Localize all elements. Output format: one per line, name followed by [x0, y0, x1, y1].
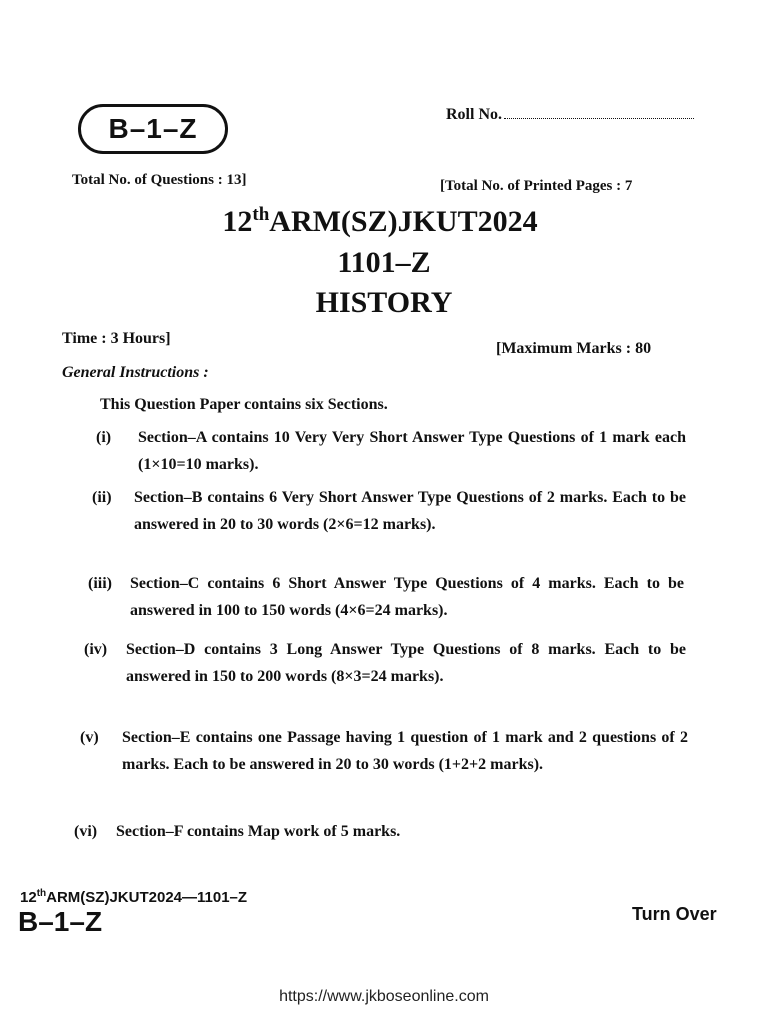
maximum-marks: [Maximum Marks : 80 [496, 340, 652, 357]
paper-set-badge [78, 104, 228, 154]
instruction-text: Section–A contains 10 Very Very Short Answer Type Questions of 1 mark each (1×10=10 marks). [138, 429, 686, 473]
instruction-number: (iii) [88, 575, 112, 592]
instruction-text: Section–F contains Map work of 5 marks. [116, 823, 401, 840]
instruction-text: Section–D contains 3 Long Answer Type Questions of 8 marks. Each to be answered in 150 to 200 words (8×3=24 marks). [126, 641, 686, 685]
exam-code-prefix: 12 [222, 205, 253, 238]
instruction-text: Section–E contains one Passage having 1 question of 1 mark and 2 questions of 2 marks. Each to be answered in 20 to 30 words (1+2+2 marks). [122, 729, 688, 773]
total-questions: Total No. of Questions : 13] [72, 172, 247, 188]
exam-code-title [0, 204, 764, 239]
roll-number-line [504, 118, 694, 119]
general-instructions-heading: General Instructions : [62, 364, 209, 381]
footer-code-rest: ARM(SZ)JKUT2024—1101–Z [46, 889, 248, 906]
instruction-number: (ii) [92, 489, 112, 506]
total-printed-pages: [Total No. of Printed Pages : 7 [440, 178, 633, 194]
instruction-number: (iv) [84, 641, 108, 658]
instructions-intro: This Question Paper contains six Sections. [100, 396, 388, 413]
instruction-number: (v) [80, 729, 99, 746]
instruction-text: Section–C contains 6 Short Answer Type Questions of 4 marks. Each to be answered in 100 to 150 words (4×6=24 marks). [130, 575, 684, 619]
roll-number-field [446, 106, 694, 124]
footer-paper-set: B–1–Z [18, 906, 103, 937]
turn-over-label: Turn Over [632, 904, 717, 924]
instruction-number: (i) [96, 429, 112, 446]
footer-code-sup: th [36, 888, 47, 899]
subject-title: HISTORY [315, 286, 453, 319]
footer-code-prefix: 12 [20, 889, 37, 906]
paper-code: 1101–Z [337, 246, 431, 279]
roll-number-label: Roll No. [446, 106, 502, 123]
source-url: https://www.jkboseonline.com [279, 988, 489, 1005]
instruction-number: (vi) [74, 823, 98, 840]
exam-code-rest: ARM(SZ)JKUT2024 [269, 205, 538, 238]
exam-code-sup: th [252, 204, 270, 225]
footer-exam-code [20, 888, 247, 906]
paper-set-label: B–1–Z [108, 113, 198, 144]
instruction-text: Section–B contains 6 Very Short Answer Type Questions of 2 marks. Each to be answered in 20 to 30 words (2×6=12 marks). [134, 489, 686, 533]
exam-time: Time : 3 Hours] [62, 330, 171, 347]
